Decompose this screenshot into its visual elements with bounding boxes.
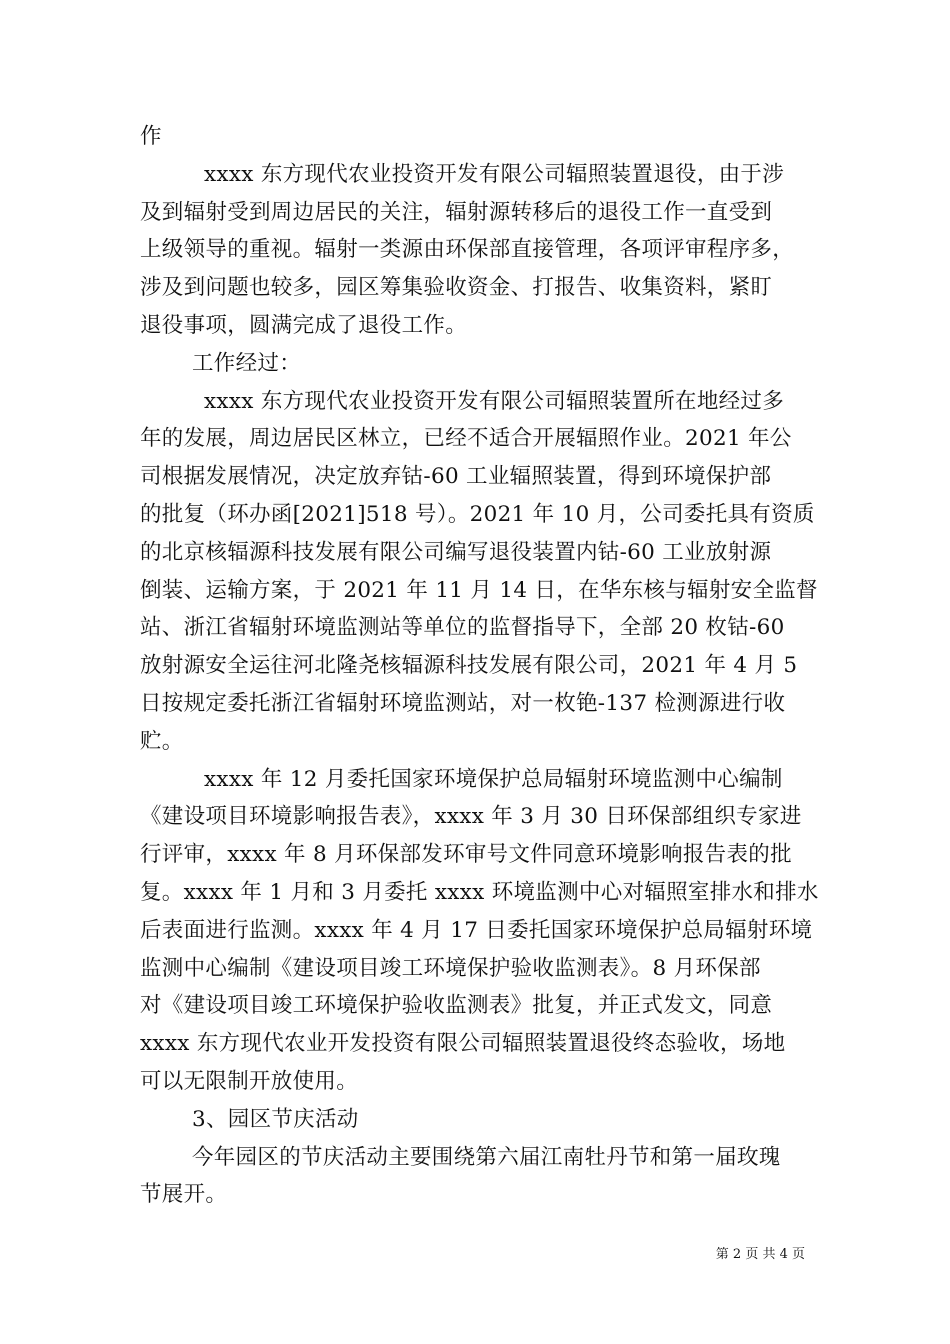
text-line: 对《建设项目竣工环境保护验收监测表》批复，并正式发文，同意 xyxy=(140,993,773,1019)
text-line: xxxx 东方现代农业开发投资有限公司辐照装置退役终态验收，场地 xyxy=(140,1031,786,1057)
text-line: 上级领导的重视。辐射一类源由环保部直接管理，各项评审程序多， xyxy=(140,237,795,263)
section-heading: 工作经过： xyxy=(192,350,302,376)
text-line: xxxx 东方现代农业投资开发有限公司辐照装置所在地经过多 xyxy=(204,388,785,414)
text-line: 年的发展，周边居民区林立，已经不适合开展辐照作业。2021 年公 xyxy=(140,426,792,452)
text-line: 后表面进行监测。xxxx 年 4 月 17 日委托国家环境保护总局辐射环境 xyxy=(140,917,813,943)
text-line: 监测中心编制《建设项目竣工环境保护验收监测表》。8 月环保部 xyxy=(140,955,761,981)
document-body xyxy=(140,118,819,1214)
text-line: 复。xxxx 年 1 月和 3 月委托 xxxx 环境监测中心对辐照室排水和排水 xyxy=(140,879,819,905)
text-line: 的批复（环办函[2021]518 号）。2021 年 10 月，公司委托具有资质 xyxy=(140,501,815,527)
text-line: 退役事项，圆满完成了退役工作。 xyxy=(140,312,468,338)
text-line: 站、浙江省辐射环境监测站等单位的监督指导下，全部 20 枚钴-60 xyxy=(140,615,785,641)
text-line: 涉及到问题也较多，园区筹集验收资金、打报告、收集资料，紧盯 xyxy=(140,275,773,301)
text-line: 放射源安全运往河北隆尧核辐源科技发展有限公司，2021 年 4 月 5 xyxy=(140,653,798,679)
page-number: 第 2 页 共 4 页 xyxy=(715,1247,805,1262)
text-line: xxxx 东方现代农业投资开发有限公司辐照装置退役，由于涉 xyxy=(204,161,785,187)
text-line: 作 xyxy=(140,124,162,149)
text-line: 可以无限制开放使用。 xyxy=(140,1068,359,1094)
text-line: 倒装、运输方案，于 2021 年 11 月 14 日，在华东核与辐射安全监督 xyxy=(140,577,818,603)
text-line: 行评审，xxxx 年 8 月环保部发环审号文件同意环境影响报告表的批 xyxy=(140,842,792,868)
text-line: 的北京核辐源科技发展有限公司编写退役装置内钴-60 工业放射源 xyxy=(140,539,772,565)
text-line: 及到辐射受到周边居民的关注，辐射源转移后的退役工作一直受到 xyxy=(140,199,773,225)
text-line: 今年园区的节庆活动主要围绕第六届江南牡丹节和第一届玫瑰 xyxy=(192,1144,781,1170)
text-line: 《建设项目环境影响报告表》，xxxx 年 3 月 30 日环保部组织专家进 xyxy=(140,804,802,830)
text-line: xxxx 年 12 月委托国家环境保护总局辐射环境监测中心编制 xyxy=(204,766,783,792)
section-heading: 3、园区节庆活动 xyxy=(192,1106,359,1132)
text-line: 贮。 xyxy=(140,728,184,754)
text-line: 司根据发展情况，决定放弃钴-60 工业辐照装置，得到环境保护部 xyxy=(140,464,772,490)
text-line: 日按规定委托浙江省辐射环境监测站，对一枚铯-137 检测源进行收 xyxy=(140,690,786,716)
text-line: 节展开。 xyxy=(140,1182,228,1208)
